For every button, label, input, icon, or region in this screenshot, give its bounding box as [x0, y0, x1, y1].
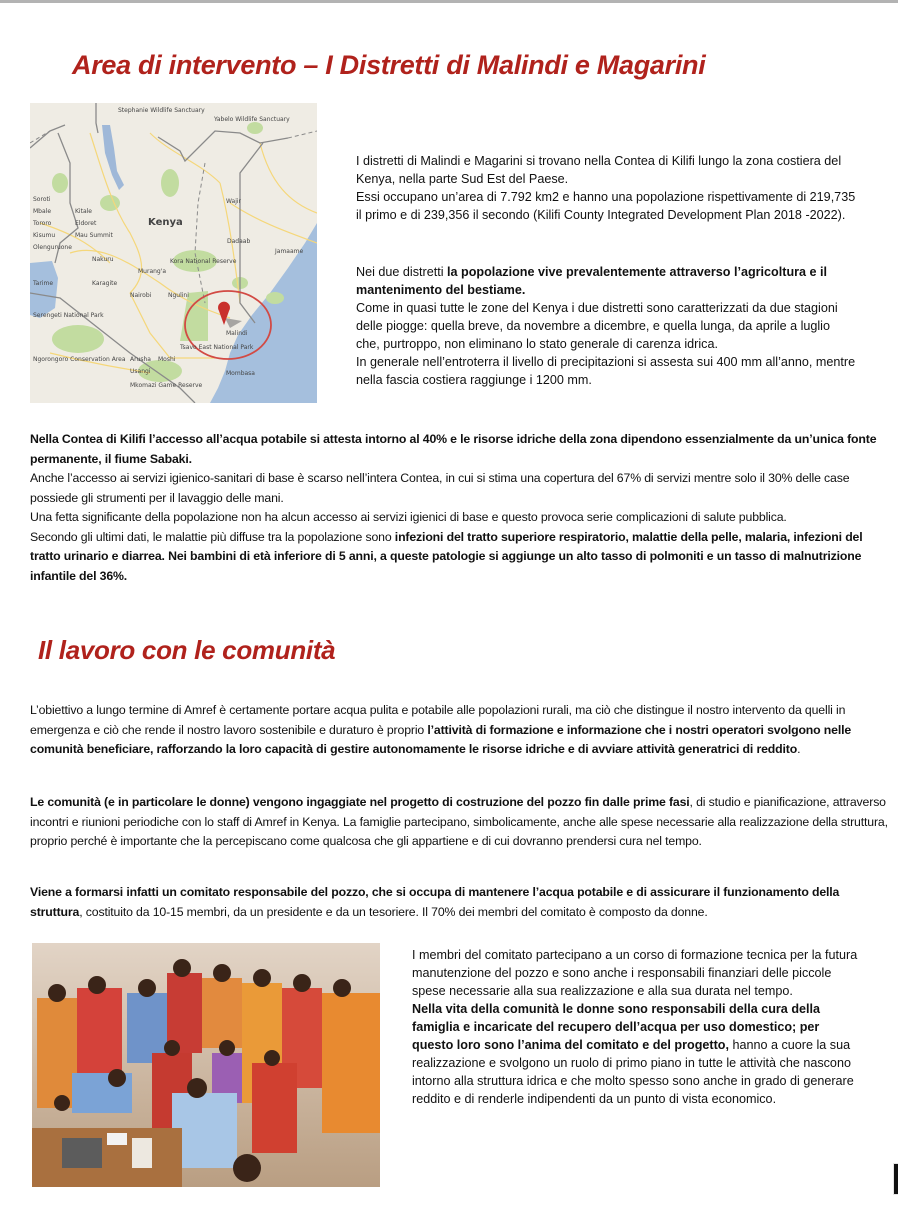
map-label-olenguruone: Olenguruone [33, 244, 72, 251]
map-label-kitale: Kitale [75, 208, 92, 215]
diseases-bold: infezioni del tratto superiore respiratorio, malattie della pelle, malaria, infezioni del tratto urinario e diarrea. Nei bambini di età inferiore di 5 anni, a queste patologie si aggiunge un alto tasso di polmoniti e un tasso di malnutrizione infantile del 36%. [30, 529, 863, 583]
map-label-ngului: Ngulini [168, 292, 189, 299]
photo-graphic [32, 943, 380, 1187]
intro-area-population-text: Essi occupano un’area di 7.792 km2 e hanno una popolazione rispettivamente di 219,735 il primo e di 239,356 il secondo (Kilifi County Integrated Development Plan 2018 -2022). [356, 190, 856, 222]
community-paragraph-3 [30, 883, 890, 922]
map-label-tsavo: Tsavo East National Park [180, 344, 254, 351]
map-label-jamaame: Jamaame [275, 248, 304, 255]
map-label-mkomazi: Mkomazi Game Reserve [130, 382, 203, 389]
diseases-prefix: Secondo gli ultimi dati, le malattie più diffuse tra la popolazione sono [30, 529, 395, 544]
community-p3-bold: Viene a formarsi infatti un comitato responsabile del pozzo, che si occupa di mantenere l’acqua potabile e di assicurare il funzionamento della struttura [30, 885, 840, 919]
map-label-mbale: Mbale [33, 208, 52, 215]
women-role-bold: Nella vita della comunità le donne sono responsabili della cura della famiglia e incaricate del recupero dell’acqua per uso domestico; per questo loro sono l’anima del comitato e del progetto, [412, 1002, 821, 1052]
map-label-wajir: Wajir [226, 198, 242, 205]
livelihood-bold: la popolazione vive prevalentemente attraverso l’agricoltura e il mantenimento del bestiame. [356, 265, 828, 297]
no-access-text: Una fetta significante della popolazione non ha alcun accesso ai servizi igienici di base e questo provoca serie complicazioni di salute pubblica. [30, 510, 787, 524]
community-p3-plain: , costituito da 10-15 membri, da un presidente e da un tesoriere. Il 70% dei membri del comitato è composto da donne. [79, 904, 708, 919]
sanitation-text: Anche l’accesso ai servizi igienico-sanitari di base è scarso nell’intera Contea, in cui si stima una copertura del 67% di servizi mentre solo il 30% delle case possiede gli strumenti per il lavaggio delle mani. [30, 471, 850, 505]
kenya-map-image [30, 103, 317, 403]
map-label-mombasa: Mombasa [226, 370, 255, 377]
map-label-soroti: Soroti [33, 196, 51, 203]
map-label-kora: Kora National Reserve [170, 258, 237, 265]
community-meeting-photo [32, 943, 380, 1187]
livelihood-paragraph [356, 263, 856, 389]
map-label-arusha: Arusha [130, 356, 151, 363]
community-p2-plain: , di studio e pianificazione, attraverso incontri e riunioni periodiche con lo staff di Amref in Kenya. La famiglie partecipano, simbolicamente, anche alle spese necessarie alla realizzazione della struttura, proprio perché è importante che la percepiscano come qualcosa che gli appartiene e di cui dovranno prendersi cura nel tempo. [30, 795, 888, 848]
map-label-mau: Mau Summit [75, 232, 113, 239]
map-label-serengeti: Serengeti National Park [33, 312, 104, 319]
women-role-text [412, 1000, 864, 1108]
map-label-stephanie: Stephanie Wildlife Sanctuary [118, 107, 205, 114]
map-label-yabelo: Yabelo Wildlife Sanctuary [214, 116, 290, 123]
top-border [0, 0, 898, 3]
community-p2-bold: Le comunità (e in particolare le donne) vengono ingaggiate nel progetto di costruzione del pozzo fin dalle prime fasi [30, 795, 690, 809]
rainfall-text: In generale nell’entroterra il livello di precipitazioni si assesta sui 400 mm all’anno, mentre nella fascia costiera raggiunge i 1200 mm. [356, 355, 856, 387]
map-label-tororo: Tororo [33, 220, 52, 227]
livelihood-text [356, 263, 856, 299]
map-label-tarime: Tarime [33, 280, 54, 287]
map-label-dadaab: Dadaab [227, 238, 251, 245]
map-label-karatina: Karagite [92, 280, 118, 287]
water-access-bold: Nella Contea di Kilifi l’accesso all’acqua potabile si attesta intorno al 40% e le risorse idriche della zona dipendono essenzialmente da un’unica fonte permanente, il fiume Sabaki. [30, 432, 877, 466]
community-paragraph-4 [412, 946, 864, 1108]
community-paragraph-2 [30, 793, 890, 852]
community-p2-text [30, 793, 890, 852]
water-access-text [30, 430, 890, 469]
map-label-kisumu: Kisumu [33, 232, 56, 239]
women-role-plain: hanno a cuore la sua realizzazione e svolgono un ruolo di primo piano in tutte le attività che nascono intorno alla struttura idrica e che molto spesso sono anche in grado di generare reddito e di renderle indipendenti da un punto di vista economico. [412, 1038, 854, 1106]
community-p1-end: . [797, 742, 801, 756]
community-p1-text [30, 701, 890, 760]
map-label-ngorongoro: Ngorongoro Conservation Area [33, 356, 126, 363]
map-label-usangi: Usangi [130, 368, 151, 375]
intro-paragraph [356, 152, 856, 224]
community-p1-plain: L’obiettivo a lungo termine di Amref è certamente portare acqua pulita e potabile alle popolazioni rurali, ma ciò che distingue il nostro intervento da quelli in emergenza e ciò che rende il nostro lavoro sostenibile e duraturo è proprio [30, 703, 846, 737]
rainy-seasons-text: Come in quasi tutte le zone del Kenya i due distretti sono caratterizzati da due stagioni delle piogge: quella breve, da novembre a dicembre, e quella lunga, da aprile a luglio che, purtroppo, non eliminano lo stato generale di carenza idrica. [356, 301, 838, 351]
intro-location-text: I distretti di Malindi e Magarini si trovano nella Contea di Kilifi lungo la zona costiera del Kenya, nella parte Sud Est del Paese. [356, 154, 842, 186]
community-paragraph-1 [30, 701, 890, 760]
map-label-moshi: Moshi [158, 356, 176, 363]
livelihood-prefix: Nei due distretti [356, 265, 447, 279]
section-title-area-intervento: Area di intervento – I Distretti di Malindi e Magarini [72, 50, 706, 80]
community-p1-bold: l’attività di formazione e informazione che i nostri operatori svolgono nelle comunità beneficiare, rafforzando la loro capacità di gestire autonomamente le risorse idriche e di avviare attività generatrici di reddito [30, 722, 852, 756]
map-graphic [30, 103, 317, 403]
kilifi-paragraph [30, 430, 890, 586]
section-title-lavoro-comunita: Il lavoro con le comunità [38, 635, 336, 665]
map-label-malindi: Malindi [226, 330, 248, 337]
map-label-nakuru: Nakuru [92, 256, 114, 263]
community-p3-text [30, 883, 890, 922]
map-label-kenya: Kenya [148, 217, 183, 228]
map-label-muranga: Murang'a [138, 268, 167, 275]
committee-training-text: I membri del comitato partecipano a un corso di formazione tecnica per la futura manutenzione del pozzo e sono anche i responsabili finanziari delle piccole spese necessarie alla sua realizzazione e alla sua durata nel tempo. [412, 948, 858, 998]
diseases-text [30, 528, 890, 587]
map-label-nairobi: Nairobi [130, 292, 152, 299]
photo-table [32, 1128, 182, 1187]
text-cursor-indicator [893, 1163, 898, 1195]
map-label-eldoret: Eldoret [75, 220, 97, 227]
